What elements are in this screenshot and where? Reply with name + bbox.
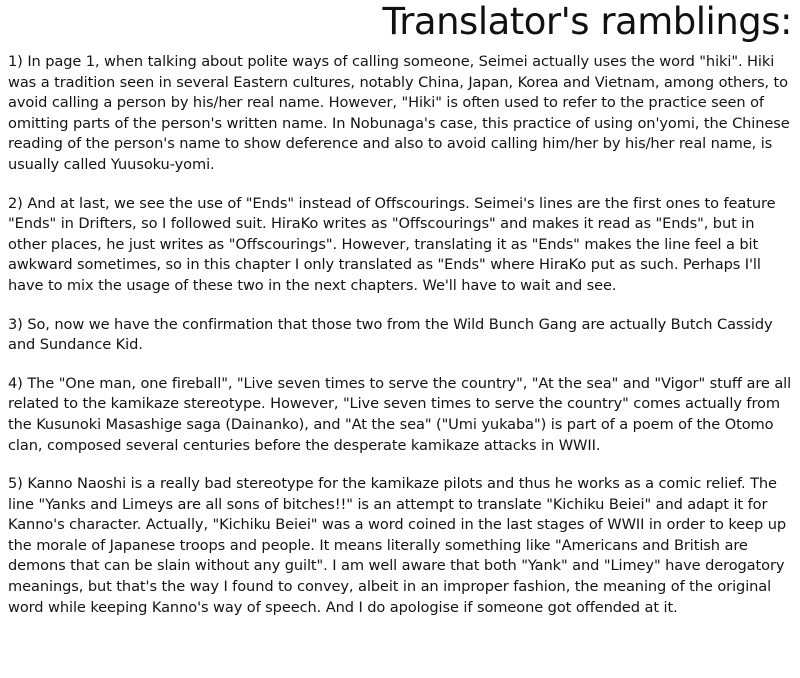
note-5: 5) Kanno Naoshi is a really bad stereotype for the kamikaze pilots and thus he works as a comic relief. The line "Yanks and Limeys are all sons of bitches!!" is an attempt to translate "Kichiku Beiei" and adapt it for Kanno's character. Actually, "Kichiku Beiei" was a word coined in the last stages of WWII in order to keep up the morale of Japanese troops and people. It means literally something like "Americans and British are demons that can be slain without any guilt". I am well aware that both "Yank" and "Limey" have derogatory meanings, but that's the way I found to convey, albeit in an improper fashion, the meaning of the original word while keeping Kanno's way of speech. And I do apologise if someone got offended at it. xyxy=(8,475,787,616)
notes-list xyxy=(8,52,794,636)
note-1: 1) In page 1, when talking about polite ways of calling someone, Seimei actually uses the word "hiki". Hiki was a tradition seen in several Eastern cultures, notably China, Japan, Korea and Vietnam, among others, to avoid calling a person by his/her real name. However, "Hiki" is often used to refer to the practice seen of omitting parts of the person's written name. In Nobunaga's case, this practice of using on'yomi, the Chinese reading of the person's name to show deference and also to avoid calling him/her by his/her real name, is usually called Yuusoku-yomi. xyxy=(8,53,790,173)
note-4: 4) The "One man, one fireball", "Live seven times to serve the country", "At the sea" and "Vigor" stuff are all related to the kamikaze stereotype. However, "Live seven times to serve the country" comes actually from the Kusunoki Masashige saga (Dainanko), and "At the sea" ("Umi yukaba") is part of a poem of the Otomo clan, composed several centuries before the desperate kamikaze attacks in WWII. xyxy=(8,374,792,454)
note-3: 3) So, now we have the confirmation that those two from the Wild Bunch Gang are actually Butch Cassidy and Sundance Kid. xyxy=(8,315,773,354)
page-title: Translator's ramblings: xyxy=(382,0,792,43)
note-2: 2) And at last, we see the use of "Ends" instead of Offscourings. Seimei's lines are the first ones to feature "Ends" in Drifters, so I followed suit. HiraKo writes as "Offscourings" and makes it read as "Ends", but in other places, he just writes as "Offscourings". However, translating it as "Ends" makes the line feel a bit awkward sometimes, so in this chapter I only translated as "Ends" where HiraKo put as such. Perhaps I'll have to mix the usage of these two in the next chapters. We'll have to wait and see. xyxy=(8,194,776,294)
